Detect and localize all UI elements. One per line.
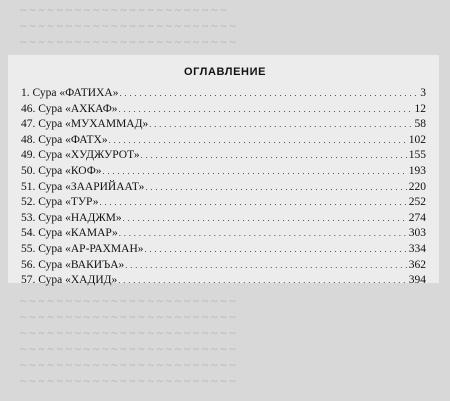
toc-entry-label: 1. Сура «ФАТИХА» [21, 87, 119, 99]
toc-leader-dots [109, 134, 408, 146]
toc-entry-label: 56. Сура «ВАКИЪА» [21, 258, 125, 271]
toc-leader-dots [145, 181, 407, 193]
bleed-line: ~ ~ ~ ~ ~ ~ ~ ~ ~ ~ ~ ~ ~ ~ ~ ~ ~ ~ ~ ~ ~ ~ ~ ~ [20, 37, 236, 49]
toc-entry-page: 252 [408, 196, 426, 209]
bleed-line: ~ ~ ~ ~ ~ ~ ~ ~ ~ ~ ~ ~ ~ ~ ~ ~ ~ ~ ~ ~ ~ ~ ~ ~ [20, 376, 236, 388]
toc-entry [21, 212, 426, 228]
toc-leader-dots [119, 103, 414, 115]
toc-entry-page: 102 [408, 133, 426, 146]
toc-entry-label: 57. Сура «ХАДИД» [21, 274, 118, 287]
toc-entry-page: 3 [420, 87, 426, 99]
toc-entry-page: 155 [408, 149, 426, 162]
toc-leader-dots [141, 149, 408, 161]
toc-entry [21, 181, 426, 197]
toc-entry-page: 303 [408, 227, 426, 240]
toc-entry-label: 46. Сура «АХКАФ» [21, 102, 118, 115]
toc-entry-page: 362 [408, 258, 426, 271]
bleed-line: ~ ~ ~ ~ ~ ~ ~ ~ ~ ~ ~ ~ ~ ~ ~ ~ ~ ~ ~ ~ ~ ~ ~ ~ [20, 296, 236, 308]
toc-entry [21, 259, 426, 275]
toc-entry [21, 118, 426, 134]
toc-entry-page: 274 [408, 211, 426, 224]
toc-entry-label: 47. Сура «МУХАММАД» [21, 118, 149, 131]
toc-entry-page: 58 [414, 118, 426, 131]
toc-entry [21, 196, 426, 212]
toc-entry [21, 243, 426, 259]
table-of-contents [21, 87, 426, 290]
page-title: ОГЛАВЛЕНИЕ [183, 66, 267, 78]
toc-entry-label: 53. Сура «НАДЖМ» [21, 211, 122, 224]
toc-entry-label: 50. Сура «КОФ» [21, 164, 102, 177]
toc-entry-page: 12 [414, 102, 426, 115]
toc-leader-dots [119, 87, 419, 99]
toc-entry [21, 134, 426, 150]
toc-leader-dots [119, 227, 408, 239]
toc-entry-label: 48. Сура «ФАТХ» [21, 133, 108, 146]
toc-leader-dots [118, 274, 408, 286]
toc-entry [21, 103, 426, 119]
toc-entry [21, 149, 426, 165]
toc-leader-dots [125, 259, 407, 271]
toc-entry-page: 220 [408, 180, 426, 193]
toc-leader-dots [145, 243, 408, 255]
bleed-line: ~ ~ ~ ~ ~ ~ ~ ~ ~ ~ ~ ~ ~ ~ ~ ~ ~ ~ ~ ~ ~ ~ ~ [20, 5, 227, 17]
toc-entry-label: 52. Сура «ТУР» [21, 196, 99, 209]
toc-entry-page: 193 [408, 164, 426, 177]
bleed-line: ~ ~ ~ ~ ~ ~ ~ ~ ~ ~ ~ ~ ~ ~ ~ ~ ~ ~ ~ ~ ~ ~ ~ ~ [20, 312, 236, 324]
toc-entry-label: 54. Сура «КАМАР» [21, 227, 118, 240]
bleed-line: ~ ~ ~ ~ ~ ~ ~ ~ ~ ~ ~ ~ ~ ~ ~ ~ ~ ~ ~ ~ ~ ~ ~ ~ [20, 344, 236, 356]
toc-entry [21, 274, 426, 290]
toc-entry-label: 51. Сура «ЗААРИЙААТ» [21, 180, 145, 193]
toc-leader-dots [103, 165, 408, 177]
toc-entry-page: 334 [408, 242, 426, 255]
bleed-line: ~ ~ ~ ~ ~ ~ ~ ~ ~ ~ ~ ~ ~ ~ ~ ~ ~ ~ ~ ~ ~ ~ ~ ~ [20, 360, 236, 372]
toc-entry-label: 49. Сура «ХУДЖУРОТ» [21, 149, 140, 162]
toc-entry-label: 55. Сура «АР-РАХМАН» [21, 242, 144, 255]
toc-leader-dots [99, 196, 407, 208]
toc-entry-page: 394 [408, 274, 426, 287]
bleed-line: ~ ~ ~ ~ ~ ~ ~ ~ ~ ~ ~ ~ ~ ~ ~ ~ ~ ~ ~ ~ ~ ~ ~ ~ [20, 328, 236, 340]
toc-leader-dots [149, 118, 413, 130]
bleed-line: ~ ~ ~ ~ ~ ~ ~ ~ ~ ~ ~ ~ ~ ~ ~ ~ ~ ~ ~ ~ ~ ~ ~ ~ [20, 21, 236, 33]
toc-entry [21, 227, 426, 243]
toc-entry [21, 165, 426, 181]
toc-entry [21, 87, 426, 103]
toc-leader-dots [123, 212, 408, 224]
